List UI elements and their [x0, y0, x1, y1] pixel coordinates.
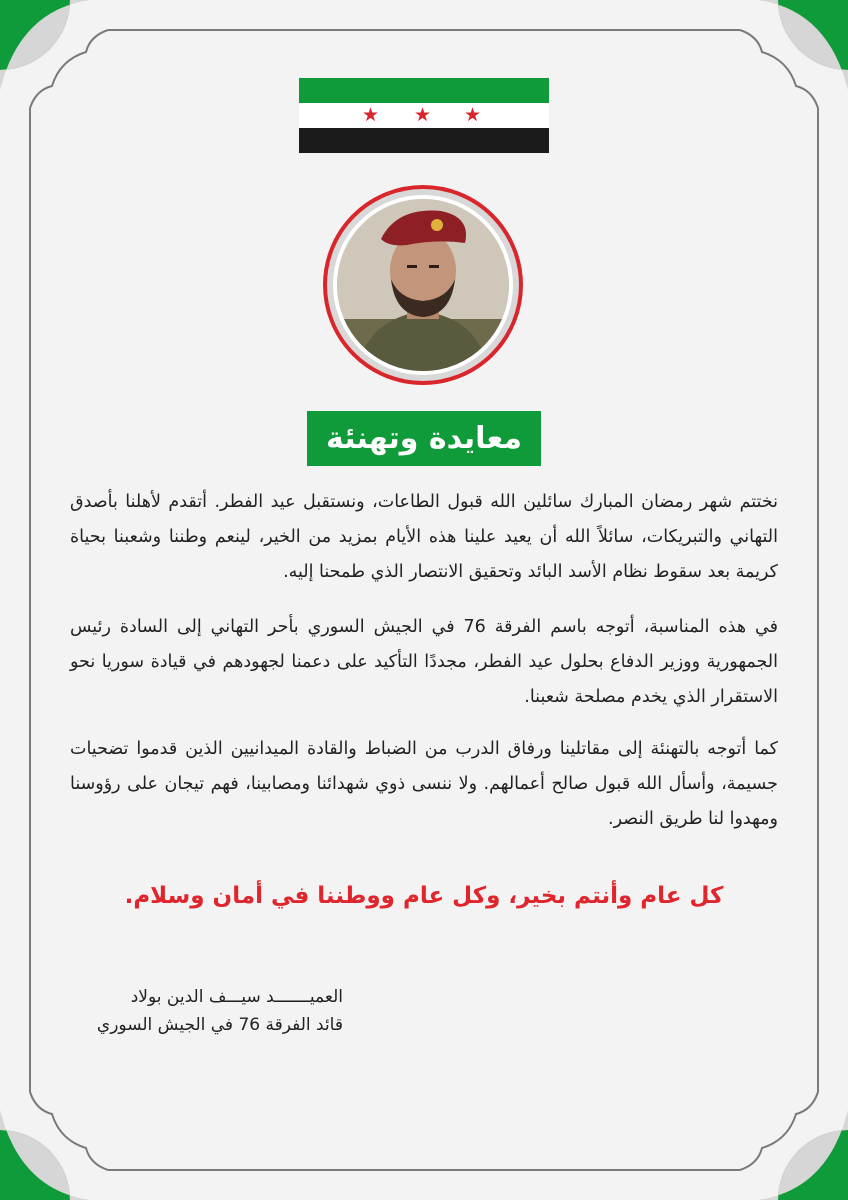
syrian-revolution-flag	[299, 78, 549, 153]
portrait-photo	[323, 185, 523, 385]
portrait-image	[333, 195, 513, 375]
signature-name: العميـــــــد سيـــف الدين بولاد	[130, 987, 343, 1007]
flag-black-band	[299, 128, 549, 153]
signature-block	[63, 983, 343, 1039]
page-title: معايدة وتهنئة	[307, 411, 541, 466]
flag-green-band	[299, 78, 549, 103]
flag-star-icon: ★	[414, 104, 432, 126]
paragraph-fighters-congrats: كما أتوجه بالتهنئة إلى مقاتلينا ورفاق الدرب من الضباط والقادة الميدانيين الذين قدموا تضحيات جسيمة، وأسأل الله قبول صالح أعمالهم. ولا ننسى ذوي شهدائنا ومصابينا، فهم تيجان على رؤوسنا ومهدوا لنا طريق النصر.	[70, 739, 778, 829]
flag-white-band	[299, 103, 549, 128]
closing-greeting: كل عام وأنتم بخير، وكل عام ووطننا في أمان وسلام.	[124, 883, 724, 909]
flag-star-icon: ★	[362, 104, 380, 126]
flag-star-icon: ★	[464, 104, 482, 126]
paragraph-eid-greeting: نختتم شهر رمضان المبارك سائلين الله قبول الطاعات، ونستقبل عيد الفطر. أتقدم لأهلنا بأصدق التهاني والتبريكات، سائلاً الله أن يعيد علينا هذه الأيام بمزيد من الخير، لينعم وطننا وشعبنا بحياة كريمة بعد سقوط نظام الأسد البائد وتحقيق الانتصار الذي طمحنا إليه.	[70, 492, 778, 582]
portrait-illustration	[337, 199, 509, 371]
paragraph-leadership-congrats: في هذه المناسبة، أتوجه باسم الفرقة 76 في الجيش السوري بأحر التهاني إلى السادة رئيس الجمهورية ووزير الدفاع بحلول عيد الفطر، مجددًا التأكيد على دعمنا لجهودهم في قيادة سوريا نحو الاستقرار الذي يخدم مصلحة شعبنا.	[70, 617, 778, 707]
signature-role: قائد الفرقة 76 في الجيش السوري	[96, 1015, 343, 1035]
